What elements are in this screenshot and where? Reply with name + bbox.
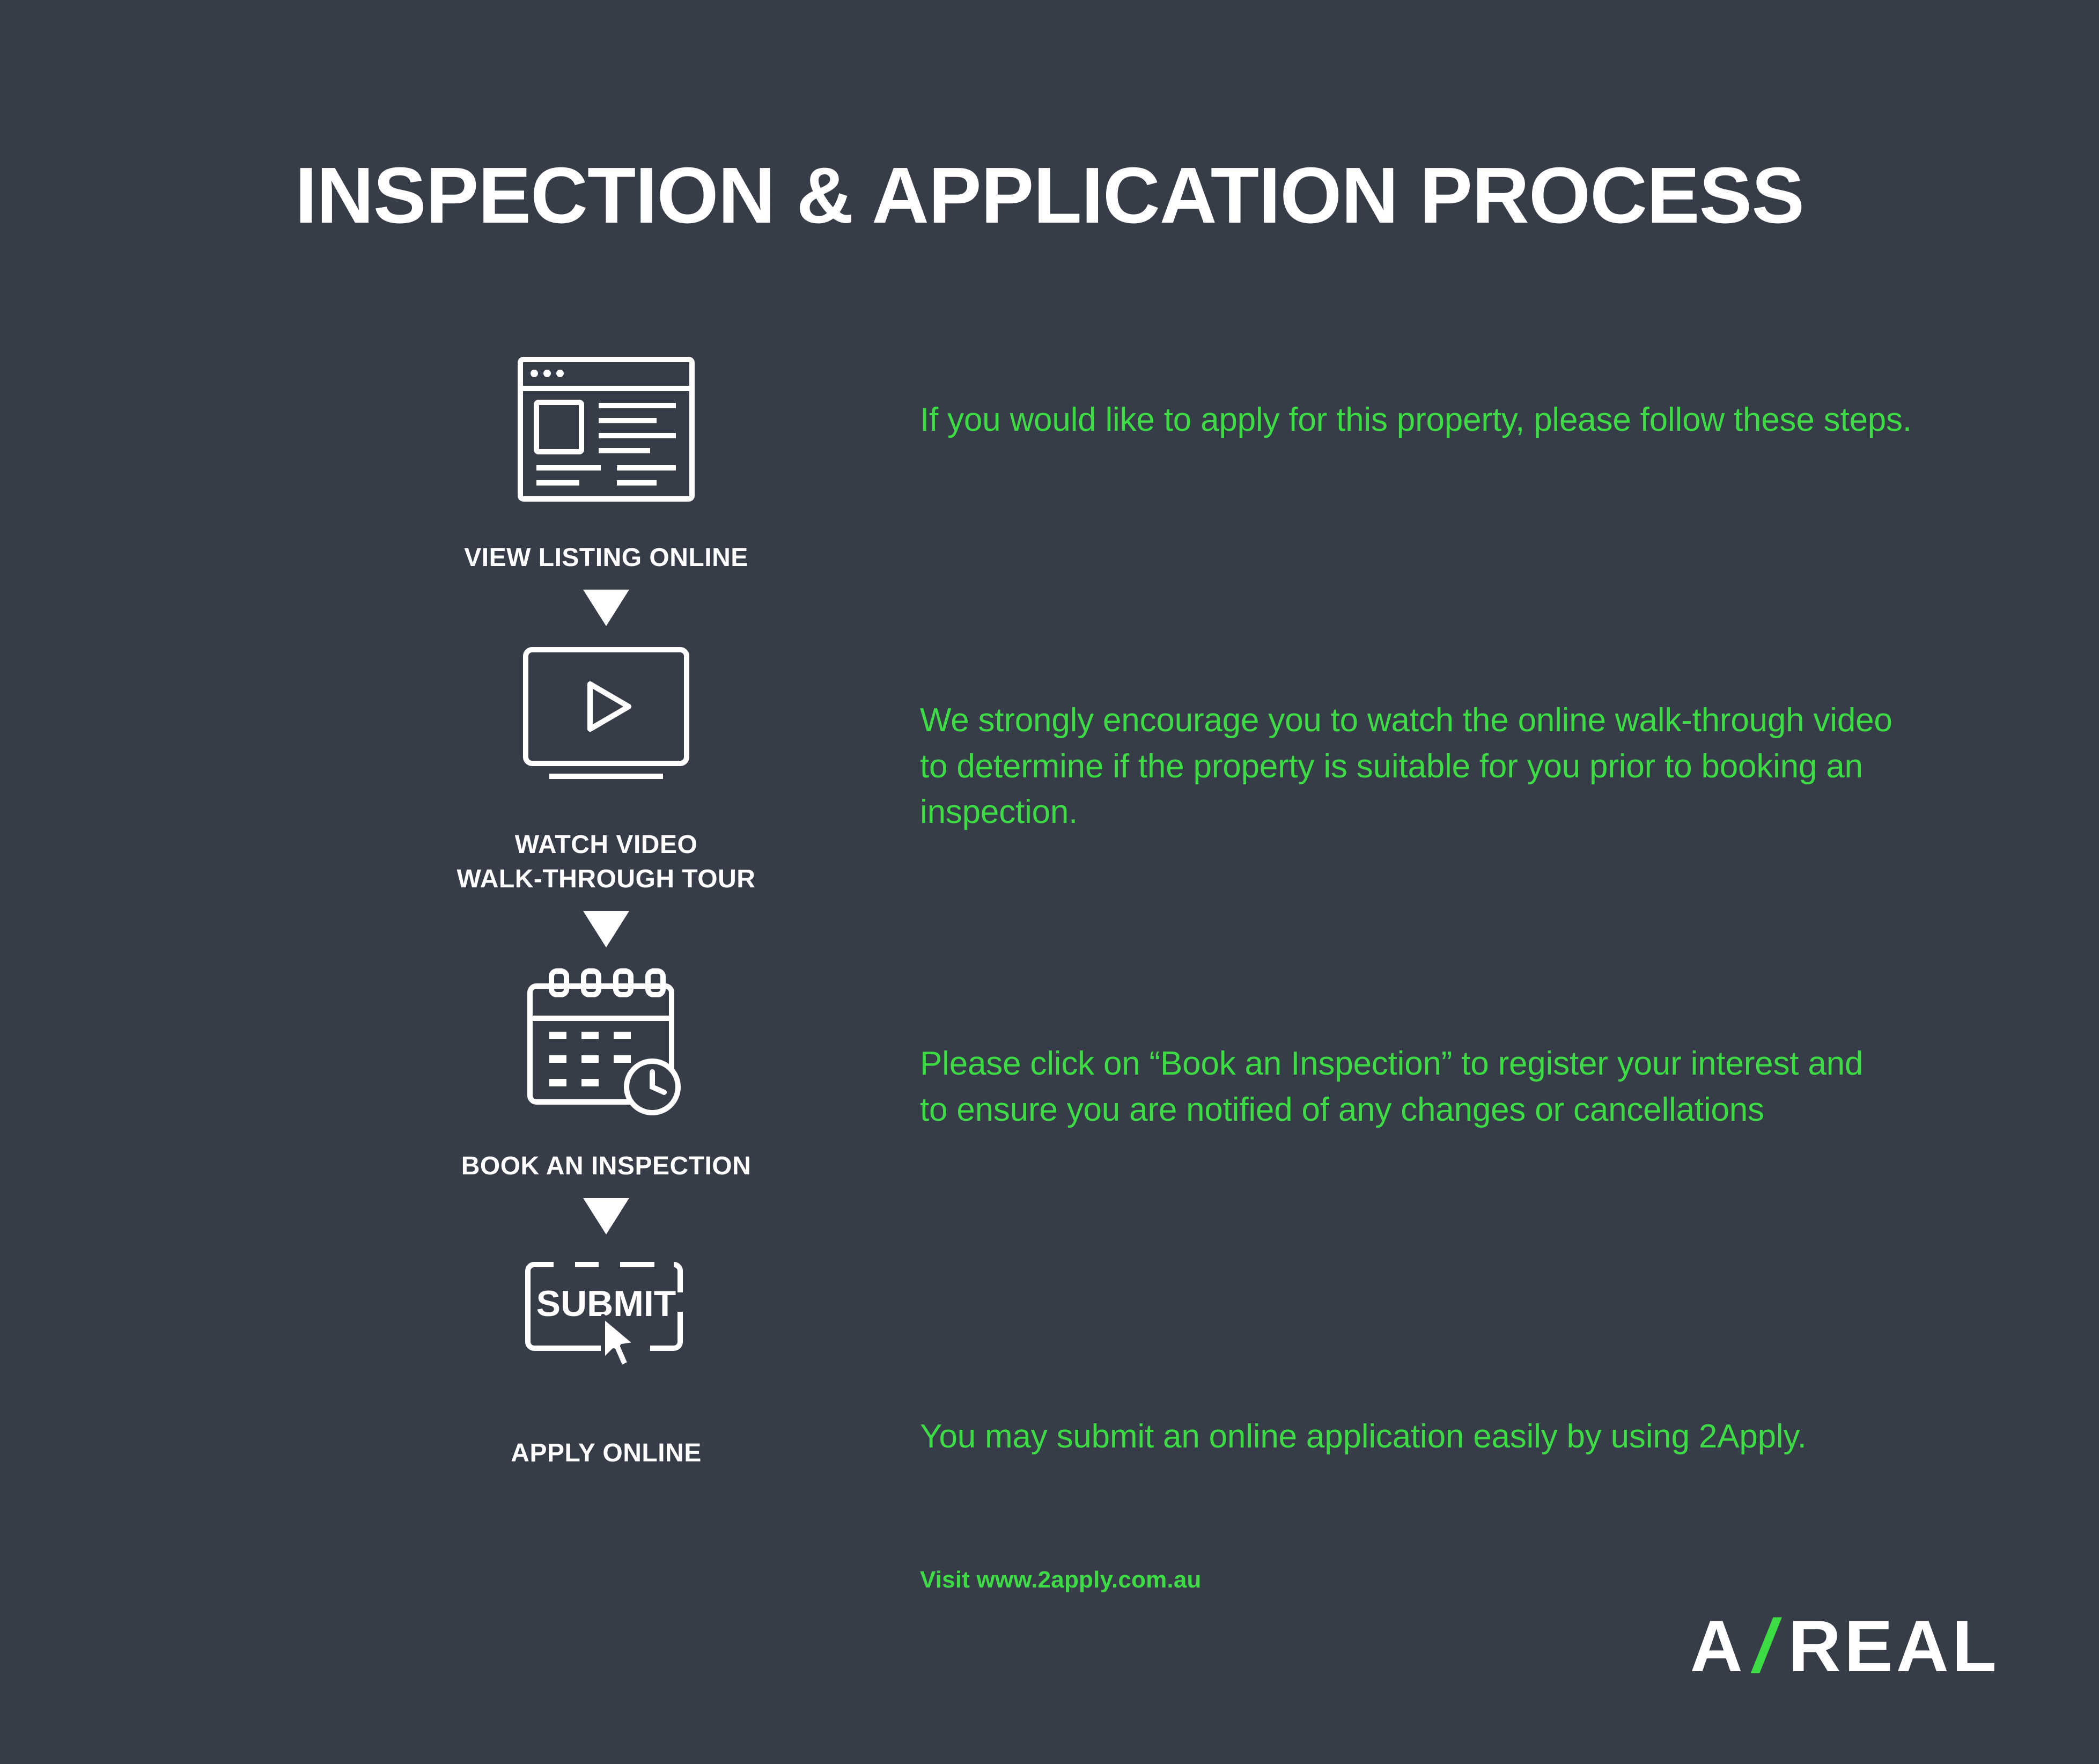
visit-link[interactable]: Visit www.2apply.com.au [920,1567,1202,1593]
page-title: INSPECTION & APPLICATION PROCESS [294,151,1805,240]
browser-listing-icon [510,354,703,526]
logo-slash-icon: / [1747,1604,1789,1688]
video-play-icon [510,641,703,813]
description-watch-video: We strongly encourage you to watch the online walk-through video to determine if the property is suitable for you prior to booking an inspection. [920,702,1892,831]
logo-letter-a: A [1690,1605,1746,1687]
step-view-listing [333,354,880,575]
submit-button-cursor-icon [510,1250,703,1421]
step-label-watch-video [333,828,880,896]
description-apply-online: You may submit an online application easily by using 2Apply. [920,1418,1807,1455]
step-book-inspection [333,962,880,1183]
step-watch-video [333,641,880,896]
step-apply-online [333,1250,880,1470]
calendar-clock-icon [510,962,703,1134]
step-label-book-inspection: BOOK AN INSPECTION [461,1152,752,1181]
flow-arrow-1 [333,590,880,627]
flow-arrow-2 [333,911,880,949]
flow-arrow-3 [333,1198,880,1236]
description-view-listing: If you would like to apply for this property, please follow these steps. [920,401,1912,438]
logo-word-real: REAL [1788,1605,2000,1687]
step-label-view-listing: VIEW LISTING ONLINE [464,543,748,572]
submit-button-text: SUBMIT [536,1283,676,1325]
description-book-inspection: Please click on “Book an Inspection” to register your interest and to ensure you are notified of any changes or cancellations [920,1045,1864,1128]
step-label-apply-online: APPLY ONLINE [511,1439,702,1468]
steps-column [333,354,880,1471]
step-label-watch-video-line1: WATCH VIDEO [514,830,698,859]
step-label-watch-video-line2: WALK-THROUGH TOUR [456,864,756,893]
brand-logo [1690,1604,2000,1688]
